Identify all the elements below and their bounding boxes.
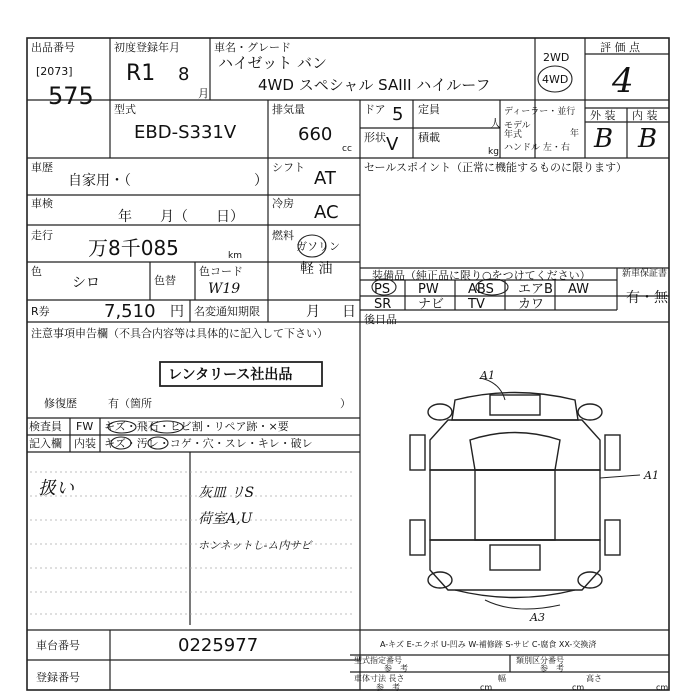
repair-close: ） xyxy=(340,397,351,410)
inspection-label: 車検 xyxy=(31,197,53,210)
diagram-a1-top: A1 xyxy=(480,369,495,382)
inspection-value: 年 月（ 日） xyxy=(118,209,244,225)
record-int: 内装 xyxy=(74,437,96,450)
mileage-value: 万8千085 xyxy=(88,236,179,260)
cert-label: 型式指定番号 xyxy=(354,656,402,665)
lot-sub: [2073] xyxy=(36,65,73,78)
ext-value: B xyxy=(594,124,614,154)
model-value: EBD-S331V xyxy=(134,122,237,143)
color-value: シロ xyxy=(72,275,100,291)
load-unit: kg xyxy=(488,147,499,157)
recycle-value: 7,510 xyxy=(104,301,156,322)
equipment-item: ABS xyxy=(468,282,494,297)
shape-value: V xyxy=(386,134,399,155)
name-line1: ハイゼット バン xyxy=(218,54,328,72)
history-label: 車歴 xyxy=(31,161,53,174)
recycle-label: R券 xyxy=(31,305,50,318)
recycle-unit: 円 xyxy=(170,304,184,320)
fuel-diesel: 軽 油 xyxy=(300,261,333,277)
transfer-day: 日 xyxy=(342,304,356,320)
dealer-label: ディーラー・並行 xyxy=(504,107,576,117)
model-year-unit: 年 xyxy=(570,129,580,139)
name-line2: 4WD スペシャル SAIII ハイルーフ xyxy=(258,76,491,94)
dim-label: 車体寸法 長さ xyxy=(354,674,405,683)
diagram-a1-right: A1 xyxy=(644,469,659,482)
chassis-label: 車台番号 xyxy=(36,639,80,652)
fuel-label: 燃料 xyxy=(272,229,294,242)
rental-stamp: レンタリース社出品 xyxy=(168,367,293,383)
reg-label: 初度登録年月 xyxy=(114,41,180,54)
color-change-label: 色替 xyxy=(154,274,176,287)
grade-label: 評 価 点 xyxy=(600,41,640,54)
grade-value: 4 xyxy=(612,61,634,101)
record-label: 記入欄 xyxy=(29,437,62,450)
cert-ref: 参 考 xyxy=(384,664,408,673)
int-value: B xyxy=(638,124,658,154)
model-year-label: モデル年式 xyxy=(504,121,531,140)
shape-label: 形状 xyxy=(364,131,386,144)
color-label: 色 xyxy=(31,265,42,278)
history-value: 自家用・（ xyxy=(68,173,131,189)
name-label: 車名・グレード xyxy=(214,41,291,54)
fuel-gas: ガソリン xyxy=(296,240,340,253)
reg-month: 8 xyxy=(178,64,190,85)
shift-label: シフト xyxy=(272,161,305,174)
equipment-item: TV xyxy=(468,297,485,312)
drive-4wd: 4WD xyxy=(542,73,569,86)
diagram-a3: A3 xyxy=(530,611,545,624)
disp-value: 660 xyxy=(298,124,333,145)
reg-era: R1 xyxy=(126,61,156,86)
ext-label: 外 装 xyxy=(590,109,616,122)
equipment-item: エアB xyxy=(518,282,553,297)
mileage-label: 走行 xyxy=(31,229,53,242)
damage-legend: A-キズ E-エクボ U-凹み W-補修跡 S-サビ C-腐食 XX-交換済 xyxy=(380,640,597,649)
lot-number: 575 xyxy=(48,82,94,110)
transfer-label: 名変通知期限 xyxy=(194,305,260,318)
equip-label: 装備品（純正品に限り○をつけてください） xyxy=(372,269,591,282)
dim-unit-length: cm xyxy=(480,683,493,692)
equipment-item: PS xyxy=(374,282,391,297)
car-diagram xyxy=(410,378,640,609)
class-label: 類別区分番号 xyxy=(516,656,564,665)
disp-label: 排気量 xyxy=(272,103,305,116)
rear-seat-label: 後日品 xyxy=(364,313,397,326)
record-items: キズ・汚レ・コゲ・穴・スレ・キレ・破レ xyxy=(104,437,313,450)
history-close: ） xyxy=(254,173,268,189)
repair-label: 修復歴 xyxy=(44,397,77,410)
equipment-item: PW xyxy=(418,282,439,297)
repair-value: 有（箇所 xyxy=(108,397,152,410)
warranty-label: 新車保証書 xyxy=(622,269,668,279)
color-code-label: 色コード xyxy=(199,265,243,278)
sales-label: セールスポイント（正常に機能するものに限ります） xyxy=(364,161,628,174)
disp-unit: cc xyxy=(342,144,352,154)
dim-ref: 参 考 xyxy=(376,683,400,692)
warranty-value: 有・無 xyxy=(626,290,668,306)
reg-no-label: 登録番号 xyxy=(36,671,80,684)
doors-value: 5 xyxy=(392,104,404,125)
ac-label: 冷房 xyxy=(272,197,294,210)
load-label: 積載 xyxy=(418,131,440,144)
reg-month-unit: 月 xyxy=(198,87,209,100)
lot-label: 出品番号 xyxy=(31,41,75,54)
ac-value: AC xyxy=(314,202,339,223)
dim-height-label: 高さ xyxy=(586,674,602,683)
model-label: 型式 xyxy=(114,103,136,116)
shift-value: AT xyxy=(314,168,336,189)
handle-label: ハンドル 左・右 xyxy=(504,143,570,153)
equipment-item: ナビ xyxy=(418,297,445,312)
class-ref: 参 考 xyxy=(540,664,564,673)
inspect-fw: FW xyxy=(76,420,94,433)
transfer-month: 月 xyxy=(306,304,320,320)
equipment-item: カワ xyxy=(518,297,545,312)
dim-unit-height: cm xyxy=(656,683,669,692)
handwritten-note-3: ホンネットし-ム内サビ xyxy=(198,539,312,552)
int-label: 内 装 xyxy=(632,109,658,122)
chassis-value: 0225977 xyxy=(178,635,259,656)
color-code-value: W19 xyxy=(208,281,241,297)
drive-2wd: 2WD xyxy=(543,51,570,64)
handwritten-note-2: 荷室A,U xyxy=(198,511,253,527)
capacity-unit: 人 xyxy=(490,117,501,130)
mileage-unit: km xyxy=(228,251,242,261)
handwritten-left: 扱い xyxy=(38,478,74,499)
doors-label: ドア xyxy=(364,103,386,116)
inspect-label: 検査員 xyxy=(29,420,62,433)
capacity-label: 定員 xyxy=(418,103,440,116)
equipment-item: SR xyxy=(374,297,392,312)
dim-unit-width: cm xyxy=(572,683,585,692)
notes-label: 注意事項申告欄（不具合内容等は具体的に記入して下さい） xyxy=(31,327,328,340)
handwritten-note-1: 灰皿 リS xyxy=(198,485,255,501)
inspect-items: キズ・飛石・ヒビ割・リペア跡・×要 xyxy=(104,420,289,433)
dim-width-label: 幅 xyxy=(498,674,506,683)
equipment-item: AW xyxy=(568,282,590,297)
